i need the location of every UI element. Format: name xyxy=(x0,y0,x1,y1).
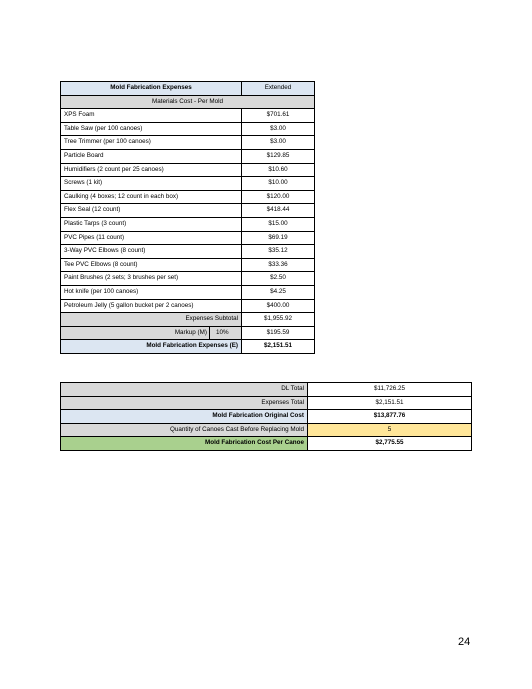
total-row xyxy=(61,340,315,354)
item-cell: XPS Foam xyxy=(61,109,242,123)
table-row xyxy=(61,136,315,150)
summary-row-quantity xyxy=(61,423,472,437)
table-row xyxy=(61,245,315,259)
item-cell: Table Saw (per 100 canoes) xyxy=(61,122,242,136)
table-row xyxy=(61,190,315,204)
cost-cell: $10.00 xyxy=(242,177,315,191)
table-row xyxy=(61,149,315,163)
table-row xyxy=(61,231,315,245)
summary-value-cell: $13,877.76 xyxy=(308,410,472,424)
summary-label-cell: Expenses Total xyxy=(61,396,308,410)
table-row xyxy=(61,258,315,272)
cost-cell: $120.00 xyxy=(242,190,315,204)
cost-cell: $15.00 xyxy=(242,217,315,231)
table-row xyxy=(61,285,315,299)
subtotal-row xyxy=(61,313,315,327)
item-cell: Petroleum Jelly (5 gallon bucket per 2 canoes) xyxy=(61,299,242,313)
table-row xyxy=(61,272,315,286)
markup-percent: 10% xyxy=(209,327,238,340)
summary-label-cell: Quantity of Canoes Cast Before Replacing Mold xyxy=(61,423,308,437)
header-label-cell: Mold Fabrication Expenses xyxy=(61,82,242,96)
summary-row-original-cost xyxy=(61,410,472,424)
markup-label: Markup (M) xyxy=(174,328,207,336)
item-cell: Plastic Tarps (3 count) xyxy=(61,217,242,231)
summary-row-expenses-total xyxy=(61,396,472,410)
subtotal-label-cell: Expenses Subtotal xyxy=(61,313,242,327)
cost-cell: $10.60 xyxy=(242,163,315,177)
item-cell: Flex Seal (12 count) xyxy=(61,204,242,218)
mold-fabrication-expenses-table xyxy=(60,81,315,354)
cost-cell: $2.50 xyxy=(242,272,315,286)
cost-cell: $69.19 xyxy=(242,231,315,245)
table-row xyxy=(61,299,315,313)
item-cell: Particle Board xyxy=(61,149,242,163)
summary-label-cell: DL Total xyxy=(61,383,308,397)
markup-value-cell: $195.59 xyxy=(242,326,315,340)
markup-label-cell xyxy=(61,326,242,340)
cost-cell: $4.25 xyxy=(242,285,315,299)
item-cell: Tree Trimmer (per 100 canoes) xyxy=(61,136,242,150)
cost-cell: $35.12 xyxy=(242,245,315,259)
summary-row-dl-total xyxy=(61,383,472,397)
cost-cell: $3.00 xyxy=(242,122,315,136)
section-title-cell: Materials Cost - Per Mold xyxy=(61,95,315,109)
table-row xyxy=(61,217,315,231)
summary-value-cell: $2,151.51 xyxy=(308,396,472,410)
item-cell: Caulking (4 boxes; 12 count in each box) xyxy=(61,190,242,204)
table-row xyxy=(61,204,315,218)
item-cell: Hot knife (per 100 canoes) xyxy=(61,285,242,299)
summary-value-cell: $11,726.25 xyxy=(308,383,472,397)
table-row xyxy=(61,109,315,123)
item-cell: 3-Way PVC Elbows (8 count) xyxy=(61,245,242,259)
item-cell: Paint Brushes (2 sets; 3 brushes per set) xyxy=(61,272,242,286)
summary-value-cell: 5 xyxy=(308,423,472,437)
total-label-cell: Mold Fabrication Expenses (E) xyxy=(61,340,242,354)
item-cell: Screws (1 kit) xyxy=(61,177,242,191)
summary-label-cell: Mold Fabrication Cost Per Canoe xyxy=(61,437,308,451)
cost-cell: $418.44 xyxy=(242,204,315,218)
summary-value-cell: $2,775.55 xyxy=(308,437,472,451)
table-row xyxy=(61,163,315,177)
cost-cell: $400.00 xyxy=(242,299,315,313)
item-cell: Tee PVC Elbows (8 count) xyxy=(61,258,242,272)
item-cell: Humidifiers (2 count per 25 canoes) xyxy=(61,163,242,177)
total-value-cell: $2,151.51 xyxy=(242,340,315,354)
cost-summary-table xyxy=(60,382,472,451)
section-title-row xyxy=(61,95,315,109)
cost-cell: $129.85 xyxy=(242,149,315,163)
cost-cell: $701.61 xyxy=(242,109,315,123)
page-number: 24 xyxy=(458,636,471,648)
header-extended-cell: Extended xyxy=(242,82,315,96)
cost-cell: $3.00 xyxy=(242,136,315,150)
cost-cell: $33.36 xyxy=(242,258,315,272)
table-row xyxy=(61,122,315,136)
markup-row xyxy=(61,326,315,340)
summary-label-cell: Mold Fabrication Original Cost xyxy=(61,410,308,424)
table-header-row xyxy=(61,82,315,96)
table-row xyxy=(61,177,315,191)
summary-row-cost-per-canoe xyxy=(61,437,472,451)
item-cell: PVC Pipes (11 count) xyxy=(61,231,242,245)
subtotal-value-cell: $1,955.92 xyxy=(242,313,315,327)
